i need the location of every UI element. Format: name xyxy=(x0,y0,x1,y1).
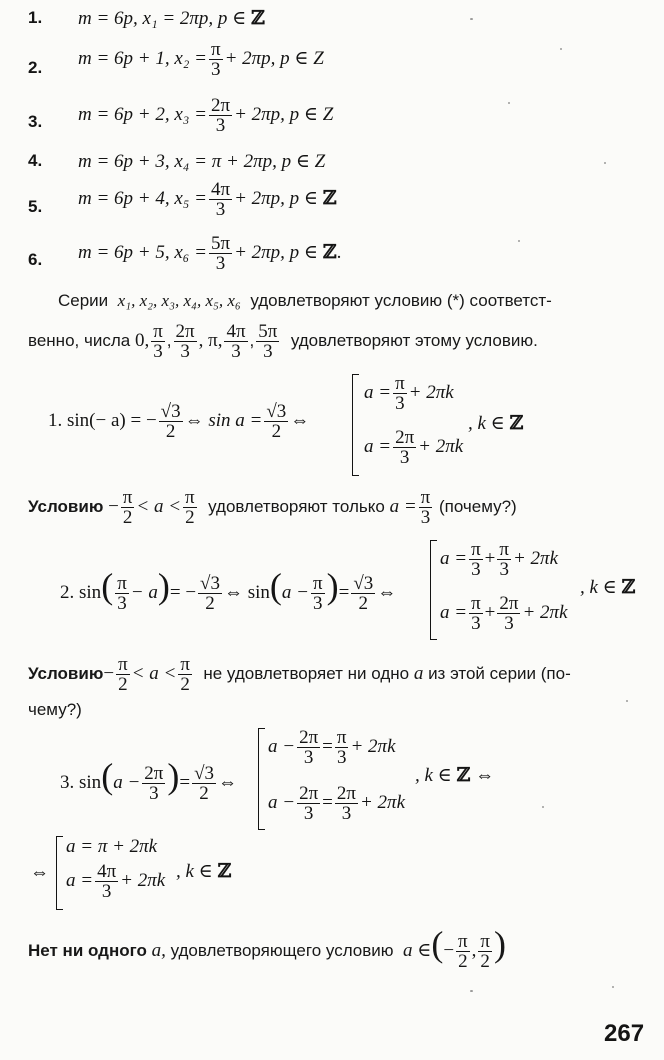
minus-sign: − xyxy=(443,940,455,961)
frac-den: 3 xyxy=(303,747,314,768)
frac-den: 3 xyxy=(336,747,347,768)
frac-den: 3 xyxy=(395,393,405,414)
variable-a: a xyxy=(413,662,424,684)
system-bracket xyxy=(352,374,359,476)
frac-num: π xyxy=(313,573,323,595)
item-number-5: 5. xyxy=(28,197,43,216)
frac-num: 2π xyxy=(395,427,415,448)
conclusion-text: удовлетворяющего условию xyxy=(170,941,394,960)
frac-num: √3 xyxy=(353,573,374,595)
frac-num: π xyxy=(471,539,481,560)
frac-num: 2π xyxy=(210,95,231,116)
equation-number: 3. xyxy=(60,772,75,793)
system-bracket xyxy=(430,540,437,640)
series-3 xyxy=(78,96,333,135)
frac-den: 3 xyxy=(211,59,221,80)
frac-num: 2π xyxy=(499,593,519,614)
series-6 xyxy=(78,234,341,273)
equivalence-sign: ⇔ xyxy=(218,772,238,793)
condition-label: Условию xyxy=(28,496,104,516)
eq3-row-2 xyxy=(268,784,405,823)
frac-num: π xyxy=(480,931,490,953)
equation-mid: ⇔ sin a = xyxy=(184,409,263,431)
integers-symbol: ℤ xyxy=(456,764,471,786)
row-lhs: a = xyxy=(440,547,468,569)
zero-value: 0, xyxy=(134,329,150,351)
frac-num: √3 xyxy=(200,573,220,595)
frac-num: 2π xyxy=(144,763,164,785)
series-6-lhs: m = 6p + 5, x₆ = xyxy=(78,241,207,263)
series-5-rhs: + 2πp, p ∈ xyxy=(234,187,318,209)
frac-num: 4π xyxy=(97,861,117,882)
frac-num: 4π xyxy=(210,179,231,200)
equation-3: 3. sin(a − $\frac{2\pi}{3}$ )= $\frac{√3}{2}$ ⇔ xyxy=(60,756,238,805)
frac-num: π xyxy=(210,39,221,60)
paragraph-line-1 xyxy=(58,291,552,311)
system-bracket xyxy=(56,836,63,910)
row-lhs: a − xyxy=(268,791,296,813)
frac-den: 2 xyxy=(358,593,369,615)
scan-speck xyxy=(626,700,628,702)
frac-num: √3 xyxy=(194,763,215,785)
integers-symbol: ℤ xyxy=(509,412,524,434)
eq2-row-2 xyxy=(440,594,568,633)
question-text: (почему?) xyxy=(438,496,517,516)
item-number-3: 3. xyxy=(28,112,43,131)
equation-lhs: sin(− a) = − xyxy=(67,409,157,431)
integers-symbol: ℤ xyxy=(322,186,337,209)
frac-num: π xyxy=(471,593,481,614)
trailing-dot: . xyxy=(336,241,342,263)
row-rhs: + 2πk xyxy=(418,435,464,457)
frac-num: π xyxy=(153,321,163,342)
equals-sign: = xyxy=(322,735,333,757)
series-2 xyxy=(78,40,324,79)
argument-rest: − a xyxy=(130,582,158,603)
scan-speck xyxy=(470,990,473,992)
series-2-lhs: m = 6p + 1, x₂ = xyxy=(78,47,207,69)
comma: , xyxy=(471,940,477,961)
scan-speck xyxy=(518,240,520,242)
frac-num: 2π xyxy=(336,783,356,804)
frac-den: 3 xyxy=(471,613,481,634)
row-rhs: + 2πk xyxy=(522,601,568,623)
series-1 xyxy=(78,7,265,30)
integers-symbol: ℤ xyxy=(251,7,265,29)
frac-num: √3 xyxy=(266,401,287,422)
conclusion-text: Нет ни одного xyxy=(28,941,147,960)
row-lhs: a = xyxy=(440,601,468,623)
series-5-lhs: m = 6p + 4, x₅ = xyxy=(78,187,207,209)
frac-den: 3 xyxy=(263,341,273,362)
eq4-tail xyxy=(176,860,231,883)
frac-den: 2 xyxy=(480,951,490,973)
equation-number: 2. xyxy=(60,582,75,603)
tail-text: , k ∈ xyxy=(176,861,213,882)
frac-den: 2 xyxy=(122,507,133,528)
row-rhs: + 2πk xyxy=(359,791,406,813)
frac-den: 2 xyxy=(118,674,128,695)
argument-start: a − xyxy=(113,772,141,793)
frac-num: π xyxy=(122,487,133,508)
equals-sign: = xyxy=(179,772,191,793)
frac-num: 2π xyxy=(299,727,319,748)
minus-sign: − xyxy=(108,495,119,517)
a-equals: a = xyxy=(389,495,417,517)
integers-symbol: ℤ xyxy=(621,576,636,598)
integers-symbol: ℤ xyxy=(217,860,232,882)
eq2-row-1 xyxy=(440,540,558,579)
variable-a: a, xyxy=(151,940,166,961)
frac-den: 3 xyxy=(420,507,431,528)
series-3-lhs: m = 6p + 2, x₃ = xyxy=(78,103,207,125)
frac-num: π xyxy=(458,931,468,953)
frac-den: 3 xyxy=(215,253,226,274)
tail-text: , k ∈ xyxy=(468,413,505,434)
frac-num: √3 xyxy=(160,401,181,422)
plus-sign: + xyxy=(484,547,496,569)
condition-2-line-2: чему?) xyxy=(28,700,82,719)
eq3-tail xyxy=(415,764,494,787)
equivalence-sign: ⇔ xyxy=(30,862,49,883)
page-number: 267 xyxy=(604,1020,645,1047)
conclusion: Нет ни одного a, удовлетворяющего условию a ∈(− $\frac{\pi}{2}$ , $\frac{\pi}{2}$ ) xyxy=(28,924,506,973)
tail-text: , k ∈ xyxy=(415,765,452,786)
frac-num: 2π xyxy=(299,783,319,804)
equation-mid: ⇔ sin xyxy=(223,582,270,603)
condition-2 xyxy=(28,655,571,694)
inequality: < a < xyxy=(136,495,182,517)
equivalence-sign: ⇔ xyxy=(377,582,397,603)
equation-2: 2. sin( $\frac{\pi}{3}$ − a)= − $\frac{√3}{2}$ ⇔ sin(a − $\frac{\pi}{3}$ )= $\frac{√3}{2}$ ⇔ xyxy=(60,566,397,615)
series-2-rhs: + 2πp, p ∈ Z xyxy=(224,47,324,69)
paragraph-text: удовлетворяют условию (*) соответст- xyxy=(250,291,552,310)
frac-num: π xyxy=(499,539,509,560)
frac-num: 5π xyxy=(258,321,278,342)
frac-den: 3 xyxy=(153,341,163,362)
paragraph-text: Серии xyxy=(58,291,109,310)
series-6-rhs: + 2πp, p ∈ xyxy=(234,241,318,263)
eq3-row-1 xyxy=(268,728,396,767)
sin-function: sin xyxy=(79,772,102,793)
paragraph-text: удовлетворяют этому условию. xyxy=(290,330,538,350)
scan-speck xyxy=(560,48,562,50)
row-rhs: + 2πk xyxy=(408,381,454,403)
row-rhs: + 2πk xyxy=(512,547,559,569)
equals-minus: = − xyxy=(169,582,197,603)
paragraph-line-2: венно, числа 0, $\frac{\pi}{3}$ , $\frac{2\pi}{3}$ , π, $\frac{4\pi}{3}$ , $\frac{5\pi}{3}$ удовлетворяют этому условию. xyxy=(28,321,538,362)
argument-start: a − xyxy=(281,582,309,603)
frac-num: π xyxy=(118,654,128,675)
frac-den: 3 xyxy=(117,593,127,615)
condition-text: удовлетворяют только xyxy=(208,496,385,516)
integers-symbol: ℤ xyxy=(322,240,337,263)
frac-den: 2 xyxy=(185,507,195,528)
frac-den: 2 xyxy=(165,421,176,442)
equals-sign: = xyxy=(322,791,333,813)
eq1-tail xyxy=(468,412,523,435)
equivalence-sign: ⇔ xyxy=(475,765,495,786)
frac-den: 2 xyxy=(205,593,215,615)
frac-num: π xyxy=(180,654,190,675)
frac-den: 3 xyxy=(303,803,314,824)
item-number-6: 6. xyxy=(28,250,43,269)
series-1-text: m = 6p, x₁ = 2πp, p ∈ xyxy=(78,8,247,29)
item-number-4: 4. xyxy=(28,151,43,170)
frac-den: 3 xyxy=(313,593,323,615)
row-rhs: + 2πk xyxy=(120,869,166,891)
a-in: a ∈ xyxy=(402,940,432,961)
eq4-row-2 xyxy=(66,862,165,901)
frac-den: 3 xyxy=(215,199,226,220)
row-rhs: + 2πk xyxy=(350,735,396,757)
frac-den: 3 xyxy=(504,613,514,634)
equation-1 xyxy=(48,402,309,441)
inequality: < a < xyxy=(131,662,177,684)
frac-num: π xyxy=(420,487,431,508)
equivalence-sign: ⇔ xyxy=(290,409,310,431)
row-lhs: a − xyxy=(268,735,296,757)
frac-den: 2 xyxy=(271,421,282,442)
scan-speck xyxy=(542,806,544,808)
series-4: m = 6p + 3, x₄ = π + 2πp, p ∈ Z xyxy=(78,151,326,172)
series-3-rhs: + 2πp, p ∈ Z xyxy=(234,103,334,125)
sin-function: sin xyxy=(79,582,102,603)
frac-den: 3 xyxy=(231,341,241,362)
equals-sign: = xyxy=(338,582,350,603)
frac-den: 2 xyxy=(458,951,468,973)
frac-num: π xyxy=(185,487,195,508)
frac-num: 4π xyxy=(226,321,246,342)
scan-speck xyxy=(508,102,510,104)
frac-den: 3 xyxy=(101,881,112,902)
frac-den: 3 xyxy=(341,803,352,824)
frac-num: π xyxy=(336,727,347,748)
frac-den: 3 xyxy=(149,783,159,805)
frac-num: π xyxy=(395,373,405,394)
item-number-2: 2. xyxy=(28,58,43,77)
series-variables: x₁, x₂, x₃, x₄, x₅, x₆ xyxy=(117,291,241,310)
condition-1 xyxy=(28,488,517,527)
scan-speck xyxy=(612,986,614,988)
frac-den: 3 xyxy=(180,341,190,362)
system-bracket xyxy=(258,728,265,830)
frac-den: 3 xyxy=(499,559,509,580)
series-5 xyxy=(78,180,337,219)
equation-number: 1. xyxy=(48,409,63,431)
scan-speck xyxy=(470,18,473,20)
item-number-1: 1. xyxy=(28,8,43,27)
condition-label: Условию xyxy=(28,663,104,683)
frac-den: 2 xyxy=(180,674,190,695)
row-lhs: a = xyxy=(364,381,392,403)
eq2-tail xyxy=(580,576,635,599)
eq1-row-1 xyxy=(364,374,454,413)
minus-sign: − xyxy=(103,662,115,684)
row-lhs: a = xyxy=(66,869,94,891)
frac-num: 2π xyxy=(175,321,195,342)
eq4-row-1: a = π + 2πk xyxy=(66,836,158,857)
frac-den: 3 xyxy=(471,559,481,580)
eq1-row-2 xyxy=(364,428,463,467)
paragraph-text: венно, числа xyxy=(28,330,131,350)
frac-num: π xyxy=(117,573,127,595)
frac-num: 5π xyxy=(210,233,231,254)
plus-sign: + xyxy=(484,601,496,623)
frac-den: 3 xyxy=(215,115,226,136)
frac-den: 3 xyxy=(399,447,410,468)
tail-text: , k ∈ xyxy=(580,577,617,598)
pi-value: , π, xyxy=(198,329,223,351)
condition-text: не удовлетворяет ни одно xyxy=(203,663,410,683)
scan-speck xyxy=(604,162,606,164)
row-lhs: a = xyxy=(364,435,392,457)
frac-den: 2 xyxy=(199,783,209,805)
condition-text: из этой серии (по- xyxy=(428,663,571,683)
